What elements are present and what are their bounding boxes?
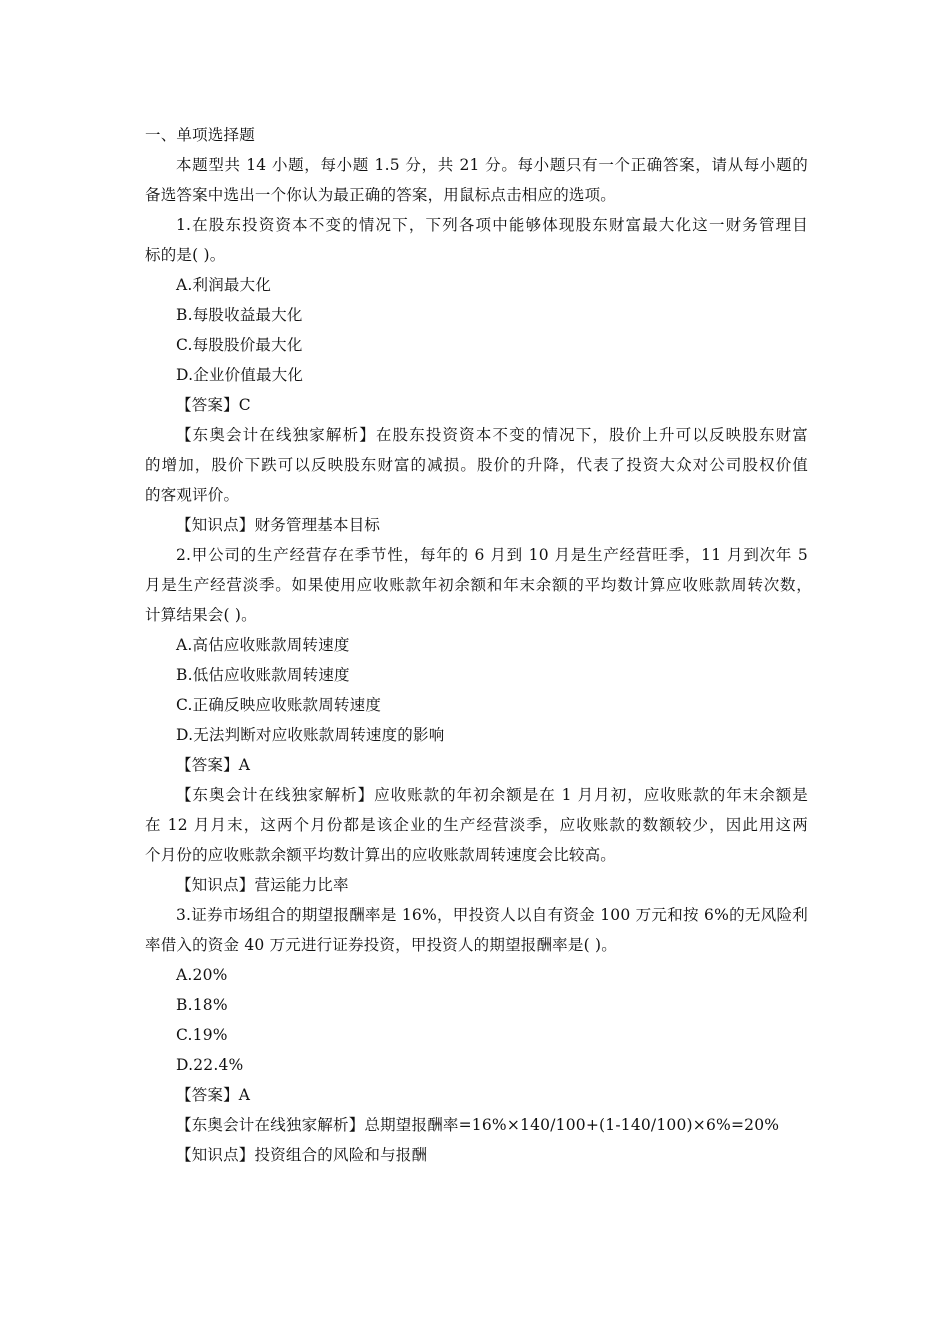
q3-knowledge-point: 【知识点】投资组合的风险和与报酬 [176, 1146, 428, 1164]
q1-stem-line-1: 1.在股东投资资本不变的情况下，下列各项中能够体现股东财富最大化这一财务管理目 [176, 216, 808, 234]
q1-answer: 【答案】C [176, 396, 251, 414]
q3-analysis-line-1: 【东奥会计在线独家解析】总期望报酬率=16%×140/100+(1-140/100)×6%=20% [176, 1116, 780, 1134]
q1-option-a: A.利润最大化 [176, 276, 272, 294]
section-title: 一、单项选择题 [145, 126, 255, 144]
q2-option-a: A.高估应收账款周转速度 [176, 636, 350, 654]
q1-option-c: C.每股股价最大化 [176, 336, 303, 354]
q1-analysis-line-1: 【东奥会计在线独家解析】在股东投资资本不变的情况下，股价上升可以反映股东财富 [176, 426, 808, 444]
q2-knowledge-point: 【知识点】营运能力比率 [176, 876, 349, 894]
intro-line-2: 备选答案中选出一个你认为最正确的答案，用鼠标点击相应的选项。 [145, 186, 617, 204]
q2-stem-line-1: 2.甲公司的生产经营存在季节性，每年的 6 月到 10 月是生产经营旺季，11 月到次年 5 [176, 546, 808, 564]
q3-stem-line-2: 率借入的资金 40 万元进行证券投资，甲投资人的期望报酬率是( )。 [145, 936, 617, 954]
q3-option-d: D.22.4% [176, 1056, 244, 1074]
q2-option-b: B.低估应收账款周转速度 [176, 666, 350, 684]
q3-option-c: C.19% [176, 1026, 228, 1044]
q3-answer: 【答案】A [176, 1086, 251, 1104]
q2-option-d: D.无法判断对应收账款周转速度的影响 [176, 726, 445, 744]
q3-option-a: A.20% [176, 966, 228, 984]
q3-option-b: B.18% [176, 996, 228, 1014]
q1-analysis-line-2: 的增加，股价下跌可以反映股东财富的减损。股价的升降，代表了投资大众对公司股权价值 [145, 456, 808, 474]
q2-stem-line-3: 计算结果会( )。 [145, 606, 257, 624]
q2-analysis-line-2: 在 12 月月末，这两个月份都是该企业的生产经营淡季，应收账款的数额较少，因此用这两 [145, 816, 808, 834]
q3-stem-line-1: 3.证券市场组合的期望报酬率是 16%，甲投资人以自有资金 100 万元和按 6%的无风险利 [176, 906, 808, 924]
intro-line-1: 本题型共 14 小题，每小题 1.5 分，共 21 分。每小题只有一个正确答案，请从每小题的 [176, 156, 808, 174]
q1-knowledge-point: 【知识点】财务管理基本目标 [176, 516, 381, 534]
q2-option-c: C.正确反映应收账款周转速度 [176, 696, 382, 714]
q1-stem-line-2: 标的是( )。 [145, 246, 226, 264]
q2-analysis-line-3: 个月份的应收账款余额平均数计算出的应收账款周转速度会比较高。 [145, 846, 617, 864]
q2-answer: 【答案】A [176, 756, 251, 774]
q1-option-b: B.每股收益最大化 [176, 306, 303, 324]
q1-option-d: D.企业价值最大化 [176, 366, 304, 384]
q1-analysis-line-3: 的客观评价。 [145, 486, 240, 504]
q2-analysis-line-1: 【东奥会计在线独家解析】应收账款的年初余额是在 1 月月初，应收账款的年末余额是 [176, 786, 808, 804]
q2-stem-line-2: 月是生产经营淡季。如果使用应收账款年初余额和年末余额的平均数计算应收账款周转次数， [145, 576, 812, 594]
